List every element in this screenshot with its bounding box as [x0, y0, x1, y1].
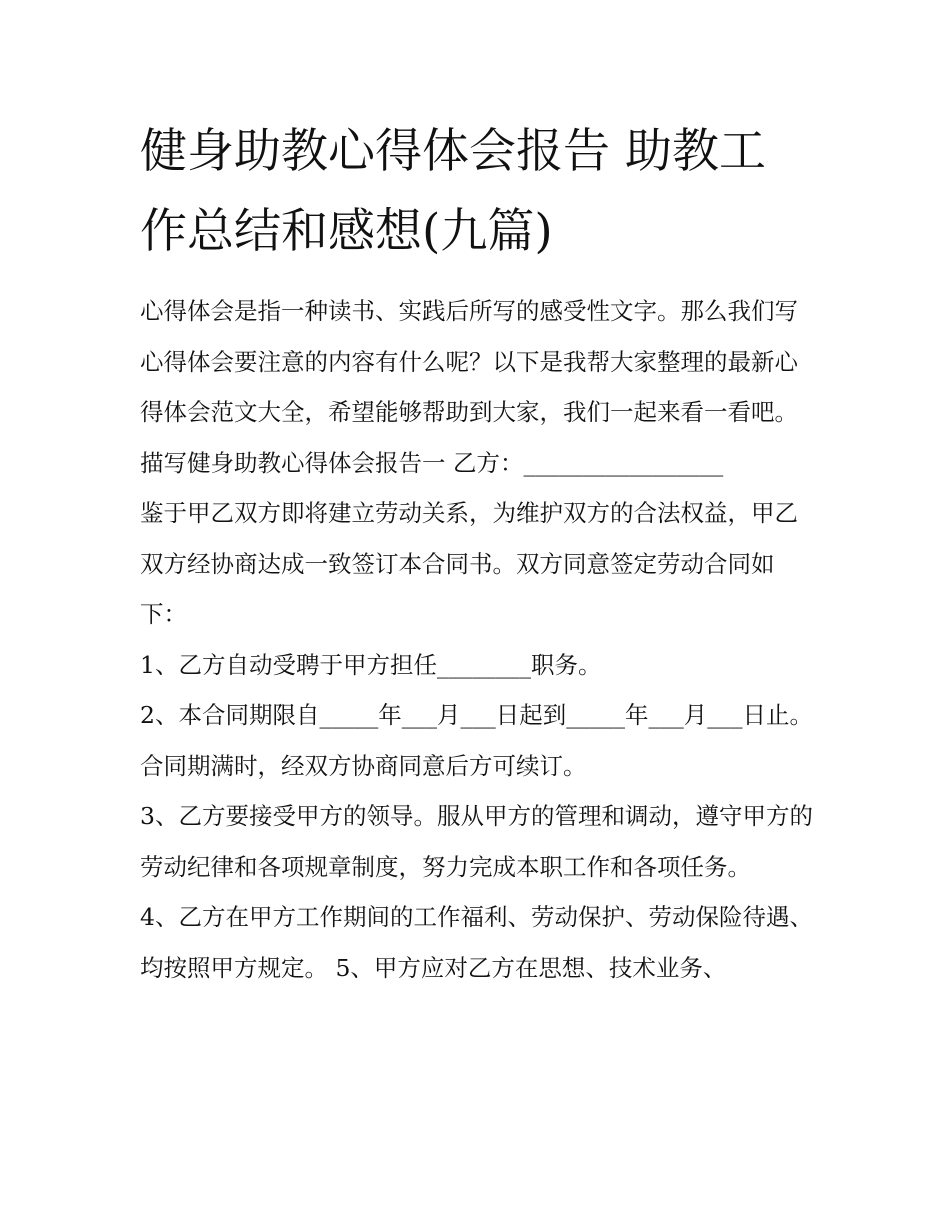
document-title [140, 112, 820, 272]
paragraph-intro: 心得体会是指一种读书、实践后所写的感受性文字。那么我们写心得体会要注意的内容有什么呢？以下是我帮大家整理的最新心得体会范文大全，希望能够帮助到大家，我们一起来看一看吧。 [140, 297, 798, 426]
paragraph-clause-3: 3、乙方要接受甲方的领导。服从甲方的管理和调动，遵守甲方的劳动纪律和各项规章制度，努力完成本职工作和各项任务。 [140, 802, 813, 881]
paragraph-clause-1: 1、乙方自动受聘于甲方担任________职务。 [140, 650, 602, 679]
title-line-2: 作总结和感想(九篇) [140, 204, 553, 259]
title-line-1: 健身助教心得体会报告 助教工 [140, 124, 766, 179]
document-body [140, 112, 820, 993]
paragraph-party-b: 描写健身助教心得体会报告一 乙方：_________________ [140, 448, 724, 477]
paragraph-clause-4: 4、乙方在甲方工作期间的工作福利、劳动保护、劳动保险待遇、均按照甲方规定。 5、甲方应对乙方在思想、技术业务、 [140, 903, 813, 982]
paragraph-preamble: 鉴于甲乙双方即将建立劳动关系，为维护双方的合法权益，甲乙双方经协商达成一致签订本合同书。双方同意签定劳动合同如下： [140, 499, 798, 628]
paragraph-clause-2: 2、本合同期限自_____年___月___日起到_____年___月___日止。合同期满时，经双方协商同意后方可续订。 [140, 701, 813, 780]
